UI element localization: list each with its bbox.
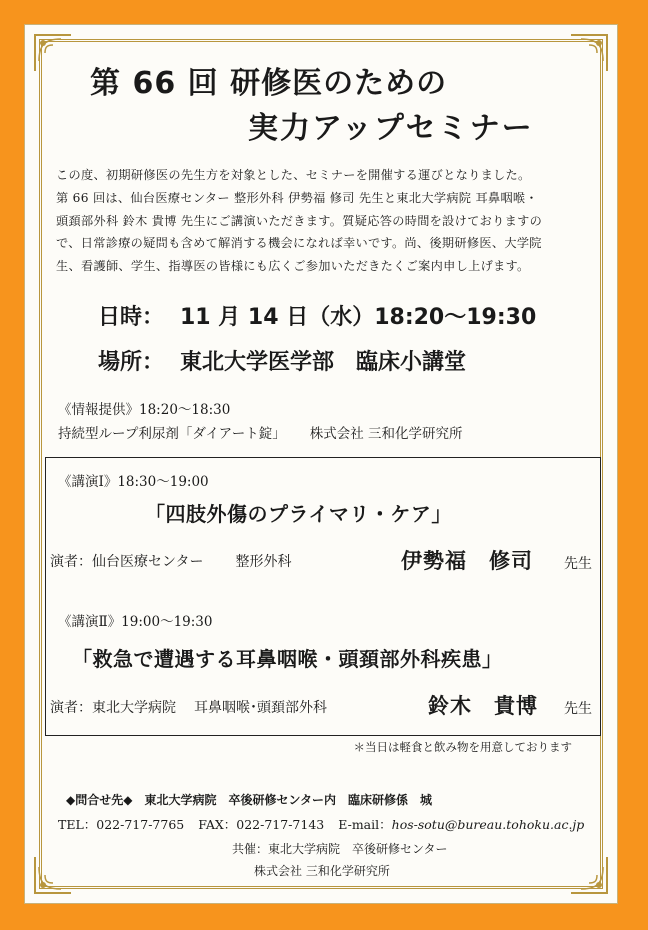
contact-heading: ◆問合せ先◆ 東北大学病院 卒後研修センター内 臨床研修係 城 [66, 793, 432, 807]
lecture1-department: 整形外科 [235, 554, 292, 570]
datetime-value: 11 月 14 日（水）18:20〜19:30 [180, 305, 537, 330]
cohost-line2: 株式会社 三和化学研究所 [254, 864, 390, 878]
intro-line: 生、看護師、学生、指導医の皆様にも広くご参加いただきたくご案内申し上げます。 [56, 259, 530, 274]
event-place [98, 345, 466, 376]
lecture1-title: 「四肢外傷のプライマリ・ケア」 [145, 502, 452, 526]
intro-line: で、日常診療の疑問も含めて解消する機会になれば幸いです。尚、後期研修医、大学院 [56, 236, 542, 251]
corner-ornament-icon [567, 853, 611, 897]
contact-fax: FAX：022-717-7143 [198, 817, 325, 832]
intro-paragraph [56, 164, 586, 278]
event-datetime [98, 300, 536, 331]
lecture1-speaker-affiliation [50, 551, 291, 571]
title-line2: 実力アップセミナー [248, 111, 534, 146]
info-session-heading: 《情報提供》18:20〜18:30 [58, 402, 231, 418]
intro-line: 頭頚部外科 鈴木 貴博 先生にご講演いただきます。質疑応答の時間を設けておりますの [56, 213, 543, 228]
place-value: 東北大学医学部 臨床小講堂 [180, 350, 467, 375]
lecture2-speaker-prefix: 演者：東北大学病院 [50, 700, 176, 716]
lecture2-speaker-affiliation [50, 697, 327, 717]
info-company: 株式会社 三和化学研究所 [309, 426, 463, 442]
intro-line: この度、初期研修医の先生方を対象とした、セミナーを開催する運びとなりました。 [56, 168, 531, 182]
lecture2-honorific: 先生 [564, 701, 592, 717]
info-product: 持続型ループ利尿剤「ダイアート錠」 [58, 426, 286, 442]
intro-line: 第 66 回は、仙台医療センター 整形外科 伊勢福 修司 先生と東北大学病院 耳鼻咽喉・ [56, 190, 538, 205]
lecture2-title: 「救急で遭遇する耳鼻咽喉・頭頚部外科疾患」 [72, 647, 503, 671]
corner-ornament-icon [567, 31, 611, 75]
lecture1-speaker-prefix: 演者：仙台医療センター [50, 554, 204, 570]
datetime-label: 日時： [98, 305, 165, 330]
refreshments-note: ＊当日は軽食と飲み物を用意しております [353, 740, 572, 754]
corner-ornament-icon [31, 31, 75, 75]
lecture1-speaker-name: 伊勢福 修司 [401, 548, 533, 573]
contact-email-link[interactable]: hos-sotu@bureau.tohoku.ac.jp [391, 817, 585, 832]
title-line1: 第 66 回 研修医のための [90, 66, 448, 101]
contact-email-label: E-mail： [338, 817, 392, 832]
contact-details [58, 815, 598, 833]
place-label: 場所： [98, 350, 165, 375]
corner-ornament-icon [31, 853, 75, 897]
lecture2-department: 耳鼻咽喉･頭頚部外科 [194, 700, 327, 716]
contact-tel: TEL：022-717-7765 [58, 817, 185, 832]
info-session-body [58, 422, 463, 442]
cohost-line1: 共催：東北大学病院 卒後研修センター [232, 842, 448, 856]
lecture2-speaker-name: 鈴木 貴博 [428, 693, 538, 718]
lecture1-honorific: 先生 [564, 556, 592, 572]
lecture2-heading: 《講演Ⅱ》19:00〜19:30 [58, 614, 213, 630]
lecture1-heading: 《講演Ⅰ》18:30〜19:00 [58, 474, 209, 490]
